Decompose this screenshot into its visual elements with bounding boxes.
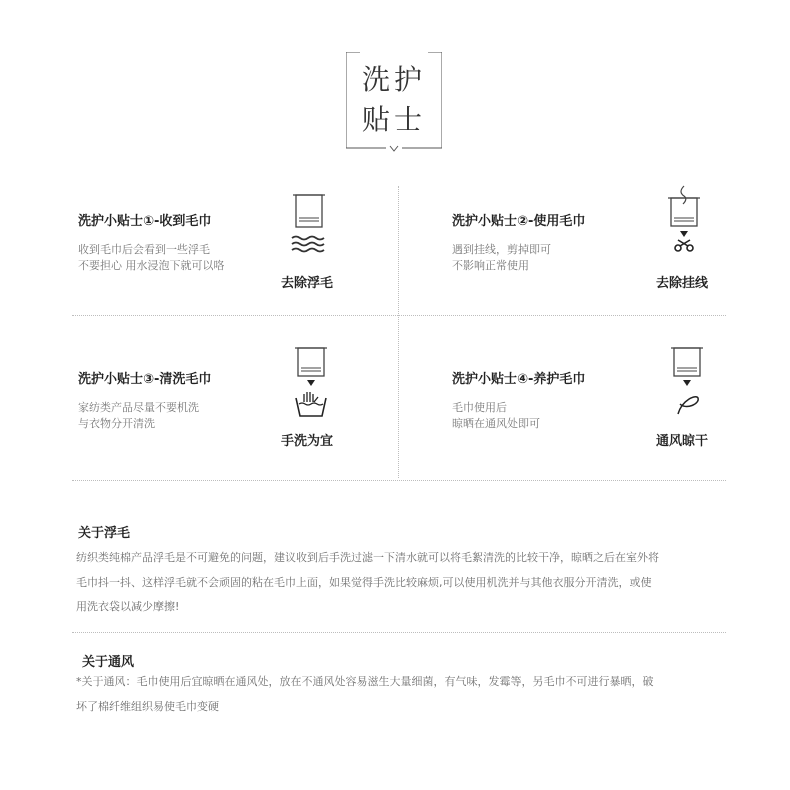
tip-4-desc-line: 晾晒在通风处即可 [452, 417, 540, 430]
ventilation-heading: 关于通风 [82, 655, 135, 670]
tip-2-title: 洗护小贴士②-使用毛巾 [452, 214, 586, 229]
fuzz-heading: 关于浮毛 [78, 526, 131, 541]
fuzz-body-line: 用洗衣袋以减少摩擦! [76, 600, 180, 613]
grid-vertical-divider [398, 186, 399, 478]
tip-1-desc-line: 不要担心 用水浸泡下就可以咯 [78, 259, 225, 272]
tip-1-desc [78, 242, 225, 274]
tip-3-label: 手洗为宜 [281, 434, 334, 449]
ventilation-body-line: 坏了棉纤维组织易使毛巾变硬 [76, 699, 219, 713]
towel-water-waves-icon [288, 192, 332, 262]
tip-4-title: 洗护小贴士④-养护毛巾 [452, 372, 586, 387]
tip-1-title: 洗护小贴士①-收到毛巾 [78, 214, 212, 229]
tip-3-title: 洗护小贴士③-清洗毛巾 [78, 372, 212, 387]
fuzz-body-line: 毛巾抖一抖、这样浮毛就不会顽固的粘在毛巾上面，如果觉得手洗比较麻烦,可以使用机洗并与其他衣服分开清洗，或使 [76, 575, 652, 589]
tip-3-desc [78, 400, 199, 432]
towel-scissors-icon [664, 184, 708, 264]
tip-2-label: 去除挂线 [656, 276, 709, 291]
ventilation-body-line: *关于通风：毛巾使用后宜晾晒在通风处，放在不通风处容易滋生大量细菌，有气味，发霉等，另毛巾不可进行暴晒，破 [76, 675, 654, 688]
tip-3-desc-line: 家纺类产品尽量不要机洗 [78, 401, 199, 414]
page-title-line1: 洗护 [361, 63, 426, 96]
grid-horizontal-divider [72, 315, 726, 316]
tip-4-desc-line: 毛巾使用后 [452, 401, 507, 414]
towel-wind-icon [666, 344, 710, 424]
ventilation-body [76, 670, 654, 719]
tip-2-desc-line: 遇到挂线，剪掉即可 [452, 243, 551, 256]
tip-1-desc-line: 收到毛巾后会看到一些浮毛 [78, 243, 210, 256]
section-divider [72, 632, 726, 633]
title-frame [346, 52, 442, 152]
towel-handwash-icon [290, 344, 334, 424]
tip-2-desc [452, 242, 551, 274]
tip-1-label: 去除浮毛 [281, 276, 334, 291]
tip-4-desc [452, 400, 540, 432]
page-title-line2: 贴士 [361, 103, 426, 136]
grid-bottom-divider [72, 480, 726, 481]
fuzz-body [76, 546, 659, 620]
tip-3-desc-line: 与衣物分开清洗 [78, 417, 155, 430]
tip-4-label: 通风晾干 [656, 434, 709, 449]
fuzz-body-line: 纺织类纯棉产品浮毛是不可避免的问题，建议收到后手洗过滤一下清水就可以将毛絮清洗的比较干净，晾晒之后在室外将 [76, 551, 659, 564]
tip-2-desc-line: 不影响正常使用 [452, 259, 529, 272]
